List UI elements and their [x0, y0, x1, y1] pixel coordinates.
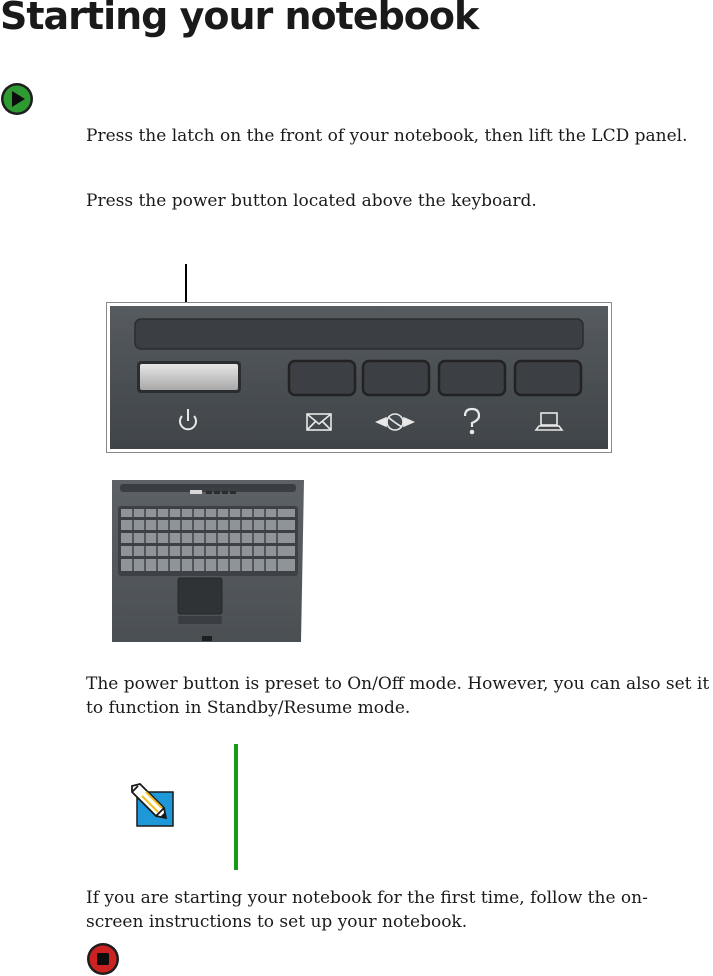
note-divider: [234, 744, 238, 870]
note-pencil-icon: [128, 782, 176, 828]
page-title: Starting your notebook: [0, 0, 479, 38]
first-time-setup-info: If you are starting your notebook for the first time, follow the on-screen instructions to set up your notebook.: [86, 888, 648, 932]
instruction-press-power: Press the power button located above the keyboard.: [86, 191, 537, 211]
notebook-figure: [108, 478, 308, 644]
notebook-illustration: [108, 478, 308, 644]
instruction-open-lcd: Press the latch on the front of your notebook, then lift the LCD panel.: [86, 126, 688, 146]
power-mode-info: The power button is preset to On/Off mode. However, you can also set it to function in Standby/Resume mode.: [86, 674, 710, 718]
play-icon: [0, 82, 34, 116]
control-panel-figure: [106, 302, 612, 453]
control-panel-illustration: [107, 303, 611, 452]
stop-icon: [86, 942, 120, 976]
